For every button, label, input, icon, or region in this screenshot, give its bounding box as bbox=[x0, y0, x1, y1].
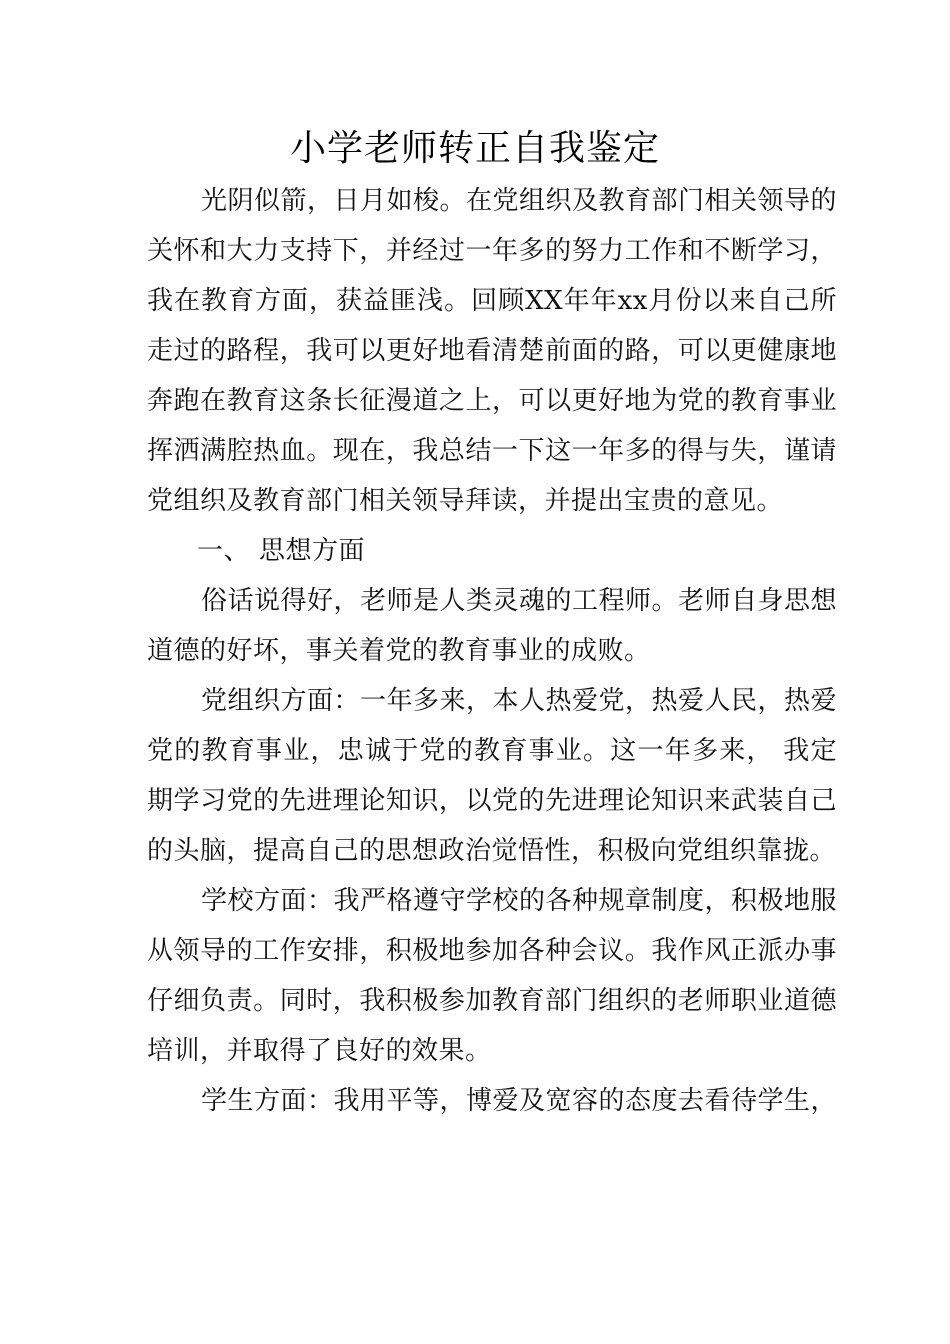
paragraph: 俗话说得好，老师是人类灵魂的工程师。老师自身思想道德的好坏，事关着党的教育事业的成败。 bbox=[147, 586, 838, 666]
page-title: 小学老师转正自我鉴定 bbox=[289, 128, 660, 169]
paragraph: 学生方面：我用平等，博爱及宽容的态度去看待学生， bbox=[201, 1086, 838, 1116]
intro-paragraph: 光阴似箭，日月如梭。在党组织及教育部门相关领导的关怀和大力支持下，并经过一年多的努力工作和不断学习，我在教育方面，获益匪浅。回顾XX年年xx月份以来自己所走过的路程，我可以更好地看清楚前面的路，可以更健康地奔跑在教育这条长征漫道之上，可以更好地为党的教育事业挥洒满腔热血。现在，我总结一下这一年多的得与失，谨请党组织及教育部门相关领导拜读，并提出宝贵的意见。 bbox=[147, 186, 838, 516]
document-body bbox=[147, 176, 837, 1126]
section-number: 一、 bbox=[197, 536, 251, 566]
paragraph: 党组织方面：一年多来，本人热爱党，热爱人民，热爱党的教育事业，忠诚于党的教育事业。这一年多来， 我定期学习党的先进理论知识，以党的先进理论知识来武装自己的头脑，提高自己的思想政治觉悟性，积极向党组织靠拢。 bbox=[147, 686, 838, 866]
section-heading-text: 思想方面 bbox=[259, 536, 366, 566]
section-heading bbox=[147, 526, 837, 576]
paragraph: 学校方面：我严格遵守学校的各种规章制度，积极地服从领导的工作安排，积极地参加各种会议。我作风正派办事仔细负责。同时，我积极参加教育部门组织的老师职业道德培训，并取得了良好的效果。 bbox=[147, 886, 838, 1066]
